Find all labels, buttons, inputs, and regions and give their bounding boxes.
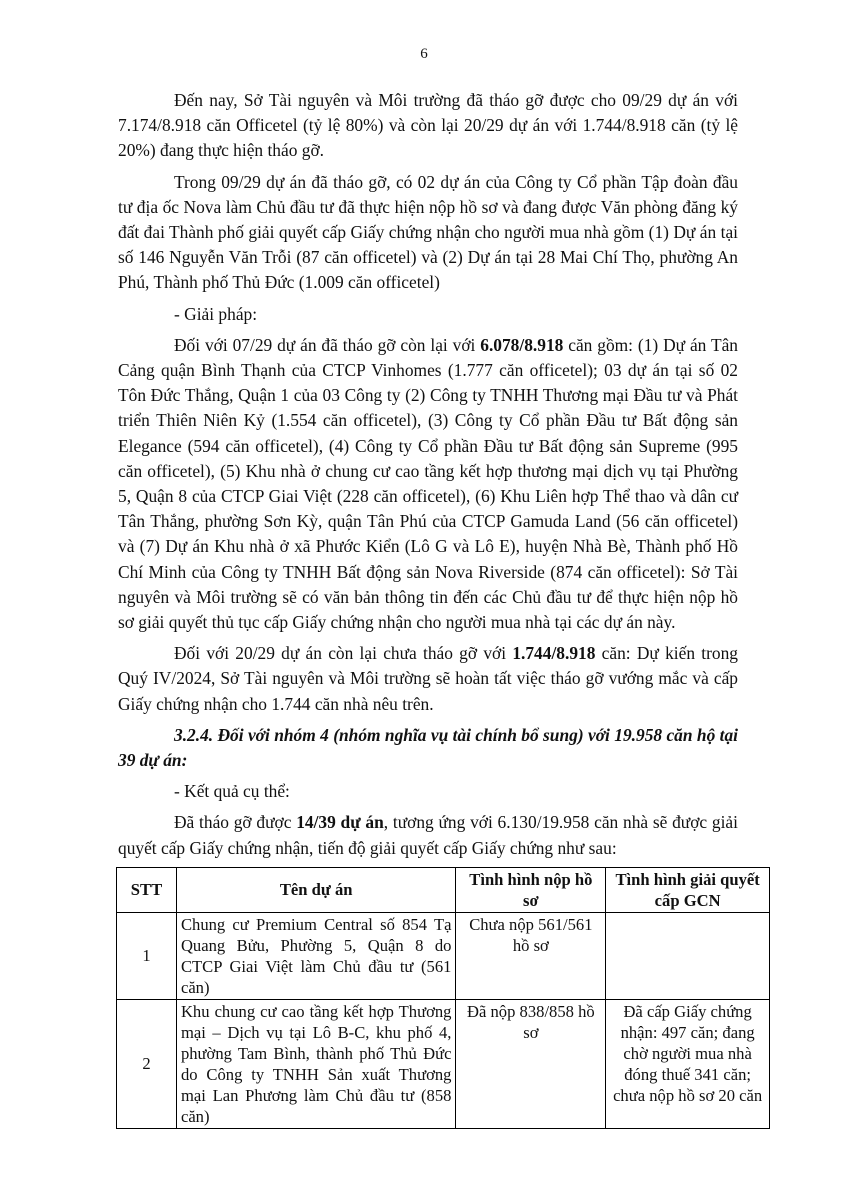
paragraph: Trong 09/29 dự án đã tháo gỡ, có 02 dự án của Công ty Cổ phần Tập đoàn đầu tư địa ốc Nova làm Chủ đầu tư đã thực hiện nộp hồ sơ và đang được Văn phòng đăng ký đất đai Thành phố giải quyết cấp Giấy chứng nhận cho người mua nhà gồm (1) Dự án tại số 146 Nguyễn Văn Trỗi (87 căn officetel) và (2) Dự án tại 28 Mai Chí Thọ, phường An Phú, Thành phố Thủ Đức (1.009 căn officetel) <box>118 171 738 293</box>
bold-figure: 1.744/8.918 <box>512 643 596 664</box>
stt-cell: 2 <box>117 999 177 1128</box>
paragraph: Đến nay, Sở Tài nguyên và Môi trường đã tháo gỡ được cho 09/29 dự án với 7.174/8.918 căn Officetel (tỷ lệ 80%) và còn lại 20/29 dự án với 1.744/8.918 căn (tỷ lệ 20%) đang thực hiện tháo gỡ. <box>118 90 738 161</box>
bold-figure: 6.078/8.918 <box>480 334 564 355</box>
paragraph <box>118 641 738 717</box>
paragraph <box>118 333 738 635</box>
table-row <box>117 999 770 1128</box>
text-run: Đối với 20/29 dự án còn lại chưa tháo gỡ với <box>174 643 513 664</box>
status-cell <box>606 912 770 999</box>
text-run: Đã tháo gỡ được <box>174 812 297 833</box>
column-header: Tình hình giải quyết cấp GCN <box>606 867 770 912</box>
text-run: căn: Dự kiến trong Quý IV/2024, Sở Tài nguyên và Môi trường sẽ hoàn tất việc tháo gỡ vướng mắc và cấp Giấy chứng nhận cho 1.744 căn nhà nêu trên. <box>118 643 739 714</box>
document-body <box>118 88 763 1129</box>
column-header: Tình hình nộp hồ sơ <box>456 867 606 912</box>
paragraph: - Giải pháp: <box>174 303 258 324</box>
project-name-cell: Chung cư Premium Central số 854 Tạ Quang Bửu, Phường 5, Quận 8 do CTCP Giai Việt làm Chủ đầu tư (561 căn) <box>176 912 456 999</box>
project-table <box>116 867 770 1129</box>
project-name-cell: Khu chung cư cao tầng kết hợp Thương mại – Dịch vụ tại Lô B-C, khu phố 4, phường Tam Bình, thành phố Thủ Đức do Công ty TNHH Sản xuất Thương mại Lan Phương làm Chủ đầu tư (858 căn) <box>176 999 456 1128</box>
status-cell: Đã cấp Giấy chứng nhận: 497 căn; đang chờ người mua nhà đóng thuế 341 căn; chưa nộp hồ sơ 20 căn <box>606 999 770 1128</box>
text-run: căn gồm: (1) Dự án Tân Cảng quận Bình Thạnh của CTCP Vinhomes (1.777 căn officetel); 03 dự án tại số 02 Tôn Đức Thắng, Quận 1 của 03 Công ty (2) Công ty TNHH Thương mại Đầu tư và Phát triển Thiên Niên Kỷ (1.554 căn officetel), (3) Công ty Cổ phần Đầu tư Bất động sản Elegance (594 căn officetel), (4) Công ty Cổ phần Đầu tư Bất động sản Supreme (995 căn officetel), (5) Khu nhà ở chung cư cao tầng kết hợp thương mại dịch vụ tại Phường 5, Quận 8 của CTCP Giai Việt (228 căn officetel), (6) Khu Liên hợp Thể thao và dân cư Tân Thắng, phường Sơn Kỳ, quận Tân Phú của CTCP Gamuda Land (56 căn officetel) và (7) Dự án Khu nhà ở xã Phước Kiển (Lô G và Lô E), huyện Nhà Bè, Thành phố Hồ Chí Minh của Công ty TNHH Bất động sản Nova Riverside (874 căn officetel): Sở Tài nguyên và Môi trường sẽ có văn bản thông tin đến các Chủ đầu tư để thực hiện nộp hồ sơ giải quyết thủ tục cấp Giấy chứng nhận cho người mua nhà tại các dự án này. <box>118 334 738 633</box>
column-header: Tên dự án <box>176 867 456 912</box>
section-heading: 3.2.4. Đối với nhóm 4 (nhóm nghĩa vụ tài chính bổ sung) với 19.958 căn hộ tại 39 dự án: <box>118 724 738 771</box>
bold-figure: 14/39 dự án <box>296 812 384 833</box>
table-row <box>117 912 770 999</box>
stt-cell: 1 <box>117 912 177 999</box>
page-number: 6 <box>420 46 428 62</box>
text-run: , tương ứng với 6.130/19.958 căn nhà sẽ được giải quyết cấp Giấy chứng nhận, tiến độ giải quyết cấp Giấy chứng như sau: <box>118 812 738 858</box>
submission-cell: Chưa nộp 561/561 hồ sơ <box>456 912 606 999</box>
submission-cell: Đã nộp 838/858 hồ sơ <box>456 999 606 1128</box>
text-run: Đối với 07/29 dự án đã tháo gỡ còn lại với <box>174 334 481 355</box>
paragraph: - Kết quả cụ thể: <box>174 781 290 802</box>
paragraph <box>118 810 738 860</box>
table-header-row <box>117 867 770 912</box>
column-header: STT <box>117 867 177 912</box>
